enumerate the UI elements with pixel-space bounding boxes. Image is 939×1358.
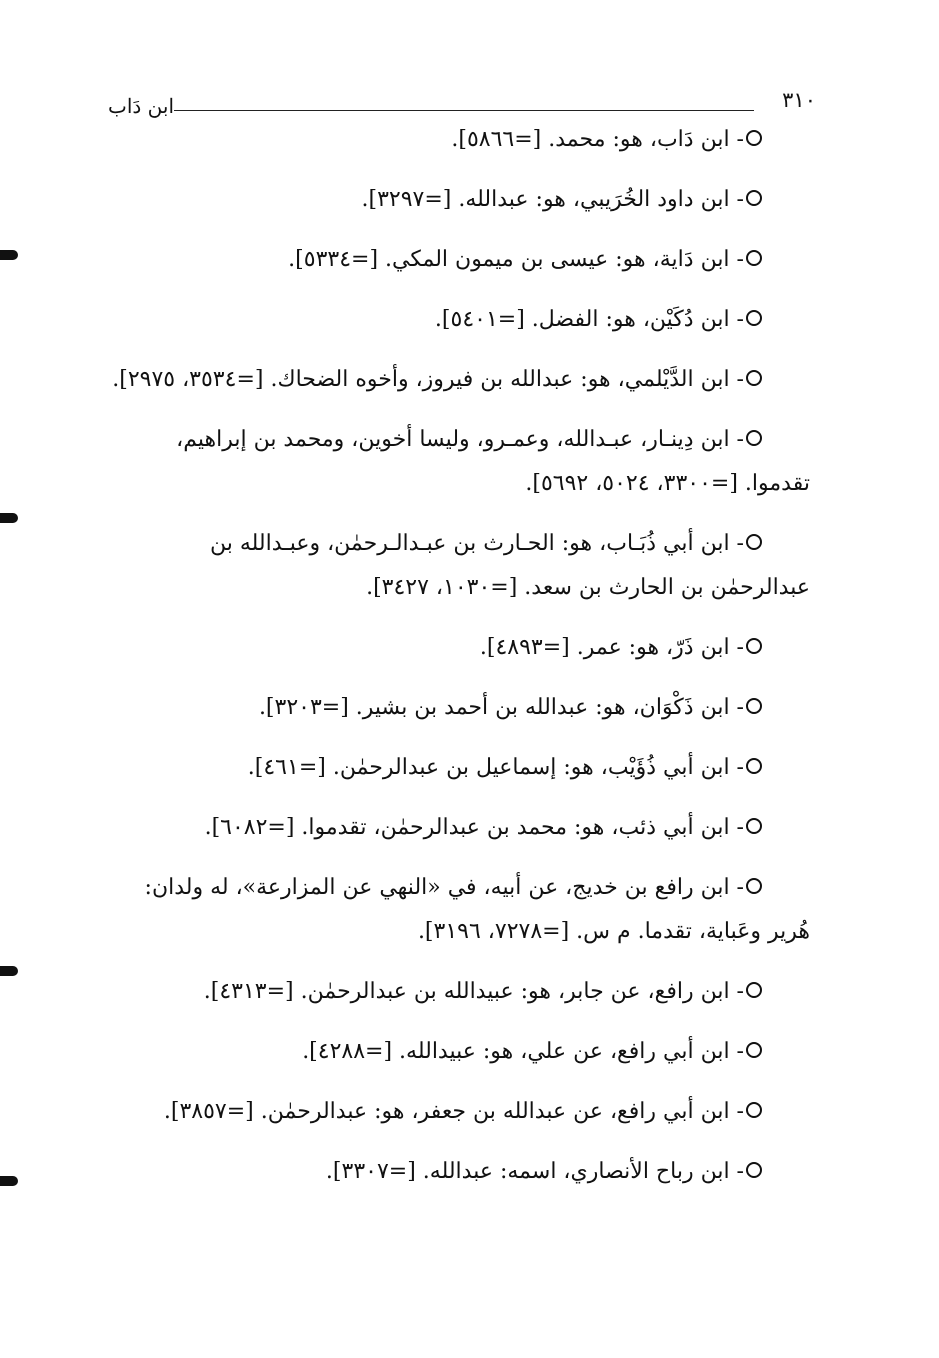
list-item: - ابن أبي رافع، عن علي، هو: عبيدالله. [=٤٢٨٨]. xyxy=(108,1030,810,1074)
margin-mark xyxy=(0,250,18,260)
circle-bullet-icon xyxy=(746,758,762,774)
circle-bullet-icon xyxy=(746,818,762,834)
entry-text: ابن دُكَيْن، هو: الفضل. [=٥٤٠١]. xyxy=(434,307,730,332)
entry-text: ابن أبي رافع، عن عبدالله بن جعفر، هو: عبدالرحمٰن. [=٣٨٥٧]. xyxy=(163,1099,730,1124)
header-rule xyxy=(174,110,754,111)
circle-bullet-icon xyxy=(746,1162,762,1178)
circle-bullet-icon xyxy=(746,130,762,146)
list-item: - ابن ذَرّ، هو: عمر. [=٤٨٩٣]. xyxy=(108,626,810,670)
list-item: - ابن دَاية، هو: عيسى بن ميمون المكي. [=٥٣٣٤]. xyxy=(108,238,810,282)
entry-text: ابن أبي ذُؤَيْب، هو: إسماعيل بن عبدالرحمٰن. [=٤٦١]. xyxy=(247,755,730,780)
list-item: - ابن أبي ذُؤَيْب، هو: إسماعيل بن عبدالرحمٰن. [=٤٦١]. xyxy=(108,746,810,790)
margin-mark xyxy=(0,1176,18,1186)
list-item: - ابن أبي ذُبَـاب، هو: الحـارث بن عبـدالـرحمٰن، وعبـدالله بن عبدالرحمٰن بن الحارث بن سعد. [=١٠٣٠، ٣٤٢٧]. xyxy=(209,531,810,600)
entry-list xyxy=(108,118,810,1210)
list-item: - ابن أبي ذئب، هو: محمد بن عبدالرحمٰن، تقدموا. [=٦٠٨٢]. xyxy=(108,806,810,850)
circle-bullet-icon xyxy=(746,1102,762,1118)
list-item: - ابن دَاب، هو: محمد. [=٥٨٦٦]. xyxy=(108,118,810,162)
list-item: - ابن رافع بن خديج، عن أبيه، في «النهي عن المزارعة»، له ولدان: هُرير وعَباية، تقدما. م س. [=٧٢٧٨، ٣١٩٦]. xyxy=(144,875,810,944)
circle-bullet-icon xyxy=(746,534,762,550)
entry-text: ابن دِينـار، عبـدالله، وعمـرو، وليسا أخوين، ومحمد بن إبراهيم، تقدموا. [=٣٣٠٠، ٥٠٢٤، ٥٦٩٢]. xyxy=(176,427,810,496)
list-item: - ابن دِينـار، عبـدالله، وعمـرو، وليسا أخوين، ومحمد بن إبراهيم، تقدموا. [=٣٣٠٠، ٥٠٢٤، ٥٦٩٢]. xyxy=(176,427,810,496)
page-number: ٣١٠ xyxy=(782,88,816,112)
circle-bullet-icon xyxy=(746,430,762,446)
entry-text: ابن ذَرّ، هو: عمر. [=٤٨٩٣]. xyxy=(479,635,730,660)
entry-text: ابن رباح الأنصاري، اسمه: عبدالله. [=٣٣٠٧]. xyxy=(325,1159,730,1184)
entry-text: ابن أبي ذُبَـاب، هو: الحـارث بن عبـدالـرحمٰن، وعبـدالله بن عبدالرحمٰن بن الحارث بن سعد. [=١٠٣٠، ٣٤٢٧]. xyxy=(209,531,810,600)
entry-text: ابن رافع بن خديج، عن أبيه، في «النهي عن المزارعة»، له ولدان: هُرير وعَباية، تقدما. م س. [=٧٢٧٨، ٣١٩٦]. xyxy=(144,875,810,944)
list-item: - ابن الدَّيْلمي، هو: عبدالله بن فيروز، وأخوه الضحاك. [=٣٥٣٤، ٢٩٧٥]. xyxy=(108,358,810,402)
list-item: - ابن رباح الأنصاري، اسمه: عبدالله. [=٣٣٠٧]. xyxy=(108,1150,810,1194)
margin-mark xyxy=(0,513,18,523)
list-item: - ابن رافع، عن جابر، هو: عبيدالله بن عبدالرحمٰن. [=٤٣١٣]. xyxy=(108,970,810,1014)
margin-mark xyxy=(0,966,18,976)
entry-text: ابن الدَّيْلمي، هو: عبدالله بن فيروز، وأخوه الضحاك. [=٣٥٣٤، ٢٩٧٥]. xyxy=(112,367,730,392)
list-item: - ابن أبي رافع، عن عبدالله بن جعفر، هو: عبدالرحمٰن. [=٣٨٥٧]. xyxy=(108,1090,810,1134)
entry-text: ابن دَاب، هو: محمد. [=٥٨٦٦]. xyxy=(451,127,730,152)
entry-text: ابن ذَكْوَان، هو: عبدالله بن أحمد بن بشير. [=٣٢٠٣]. xyxy=(258,695,730,720)
circle-bullet-icon xyxy=(746,982,762,998)
circle-bullet-icon xyxy=(746,250,762,266)
circle-bullet-icon xyxy=(746,310,762,326)
circle-bullet-icon xyxy=(746,370,762,386)
circle-bullet-icon xyxy=(746,878,762,894)
running-header xyxy=(108,88,816,120)
running-title: ابن دَاب xyxy=(108,94,174,118)
circle-bullet-icon xyxy=(746,638,762,654)
entry-text: ابن دَاية، هو: عيسى بن ميمون المكي. [=٥٣٣٤]. xyxy=(288,247,730,272)
list-item: - ابن داود الخُرَيبي، هو: عبدالله. [=٣٢٩٧]. xyxy=(108,178,810,222)
list-item: - ابن دُكَيْن، هو: الفضل. [=٥٤٠١]. xyxy=(108,298,810,342)
circle-bullet-icon xyxy=(746,698,762,714)
entry-text: ابن رافع، عن جابر، هو: عبيدالله بن عبدالرحمٰن. [=٤٣١٣]. xyxy=(203,979,730,1004)
circle-bullet-icon xyxy=(746,190,762,206)
list-item: - ابن ذَكْوَان، هو: عبدالله بن أحمد بن بشير. [=٣٢٠٣]. xyxy=(108,686,810,730)
entry-text: ابن أبي ذئب، هو: محمد بن عبدالرحمٰن، تقدموا. [=٦٠٨٢]. xyxy=(204,815,730,840)
entry-text: ابن أبي رافع، عن علي، هو: عبيدالله. [=٤٢٨٨]. xyxy=(302,1039,730,1064)
entry-text: ابن داود الخُرَيبي، هو: عبدالله. [=٣٢٩٧]. xyxy=(361,187,730,212)
circle-bullet-icon xyxy=(746,1042,762,1058)
